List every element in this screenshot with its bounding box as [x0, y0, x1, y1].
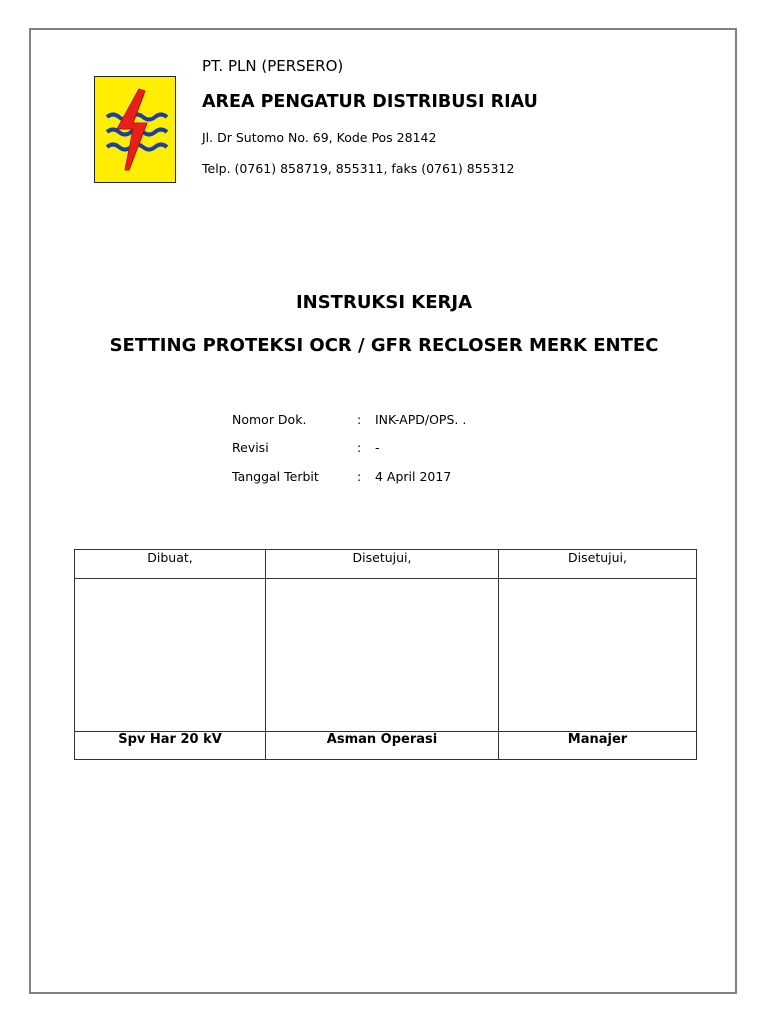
signature-header-dibuat: Dibuat, [75, 550, 266, 579]
signature-header-disetujui-2: Disetujui, [499, 550, 697, 579]
signature-header-disetujui-1: Disetujui, [266, 550, 499, 579]
meta-label: Tanggal Terbit [232, 469, 319, 484]
signature-space-cell [499, 579, 697, 732]
document-title: INSTRUKSI KERJA [295, 292, 473, 313]
signature-space-cell [75, 579, 266, 732]
company-phone: Telp. (0761) 858719, 855311, faks (0761) 855312 [202, 161, 515, 176]
signature-role-asman: Asman Operasi [266, 732, 499, 760]
signature-role-spv: Spv Har 20 kV [75, 732, 266, 760]
signature-space-cell [266, 579, 499, 732]
meta-value: INK-APD/OPS. . [375, 412, 467, 427]
signature-role-manajer: Manajer [499, 732, 697, 760]
pln-logo [94, 76, 176, 183]
meta-value: 4 April 2017 [375, 469, 452, 484]
meta-value: - [375, 440, 380, 455]
meta-separator: : [357, 412, 362, 427]
signature-role-row [75, 732, 697, 760]
signature-table [74, 549, 697, 760]
area-name: AREA PENGATUR DISTRIBUSI RIAU [202, 92, 538, 112]
signature-space-row [75, 579, 697, 732]
company-address: Jl. Dr Sutomo No. 69, Kode Pos 28142 [202, 130, 437, 145]
meta-separator: : [357, 440, 362, 455]
meta-label: Nomor Dok. [232, 412, 307, 427]
meta-separator: : [357, 469, 362, 484]
company-name: PT. PLN (PERSERO) [202, 57, 344, 75]
signature-header-row [75, 550, 697, 579]
document-subtitle: SETTING PROTEKSI OCR / GFR RECLOSER MERK ENTEC [109, 335, 659, 356]
meta-label: Revisi [232, 440, 269, 455]
